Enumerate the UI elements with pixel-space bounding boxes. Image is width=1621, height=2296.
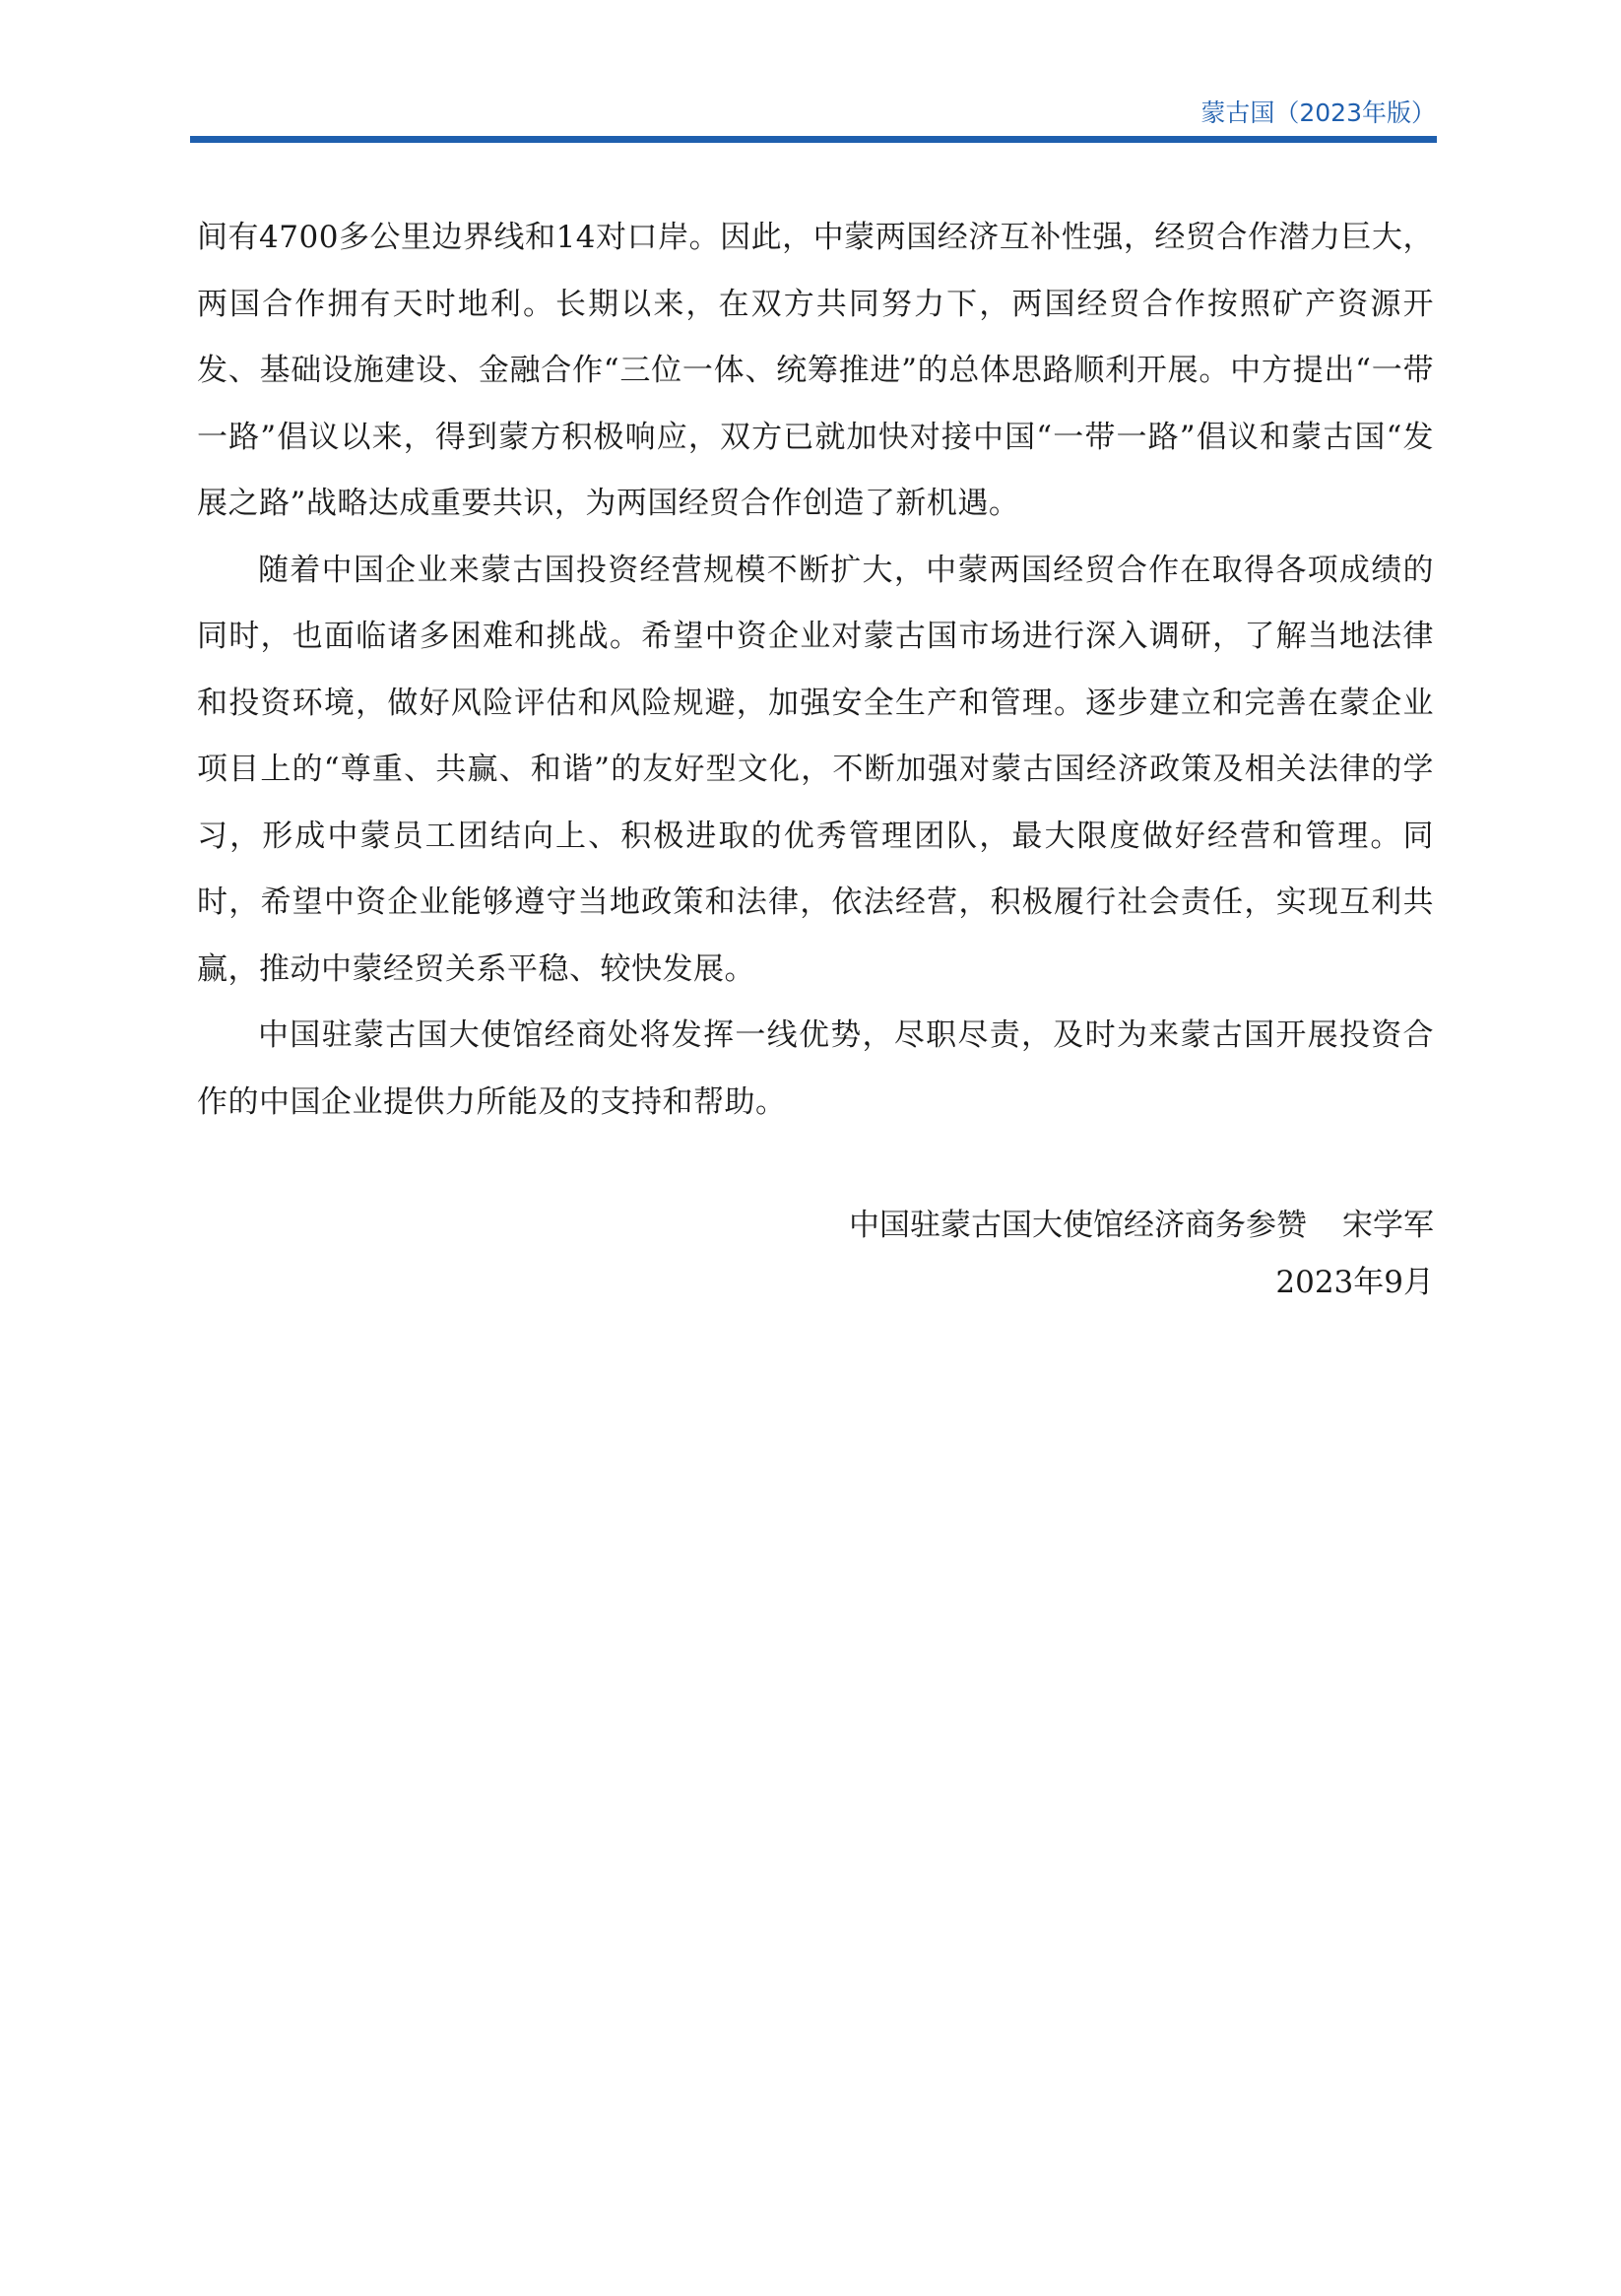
signature-name: 宋学军: [1342, 1208, 1434, 1243]
signature-line: [197, 1197, 1434, 1254]
body-text: [197, 205, 1434, 1136]
paragraph-continued: 间有4700多公里边界线和14对口岸。因此，中蒙两国经济互补性强，经贸合作潜力巨大，两国合作拥有天时地利。长期以来，在双方共同努力下，两国经贸合作按照矿产资源开发、基础设施建设、金融合作“三位一体、统筹推进”的总体思路顺利开展。中方提出“一带一路”倡议以来，得到蒙方积极响应，双方已就加快对接中国“一带一路”倡议和蒙古国“发展之路”战略达成重要共识，为两国经贸合作创造了新机遇。: [197, 220, 1434, 521]
signature-title: 中国驻蒙古国大使馆经济商务参赞: [849, 1208, 1307, 1243]
header-rule: [190, 136, 1437, 143]
paragraph: 中国驻蒙古国大使馆经商处将发挥一线优势，尽职尽责，及时为来蒙古国开展投资合作的中国企业提供力所能及的支持和帮助。: [197, 1017, 1434, 1120]
running-header-title: 蒙古国（2023年版）: [1200, 98, 1436, 127]
signature-block: [197, 1197, 1434, 1311]
paragraph: 随着中国企业来蒙古国投资经营规模不断扩大，中蒙两国经贸合作在取得各项成绩的同时，也面临诸多困难和挑战。希望中资企业对蒙古国市场进行深入调研，了解当地法律和投资环境，做好风险评估和风险规避，加强安全生产和管理。逐步建立和完善在蒙企业项目上的“尊重、共赢、和谐”的友好型文化，不断加强对蒙古国经济政策及相关法律的学习，形成中蒙员工团结向上、积极进取的优秀管理团队，最大限度做好经营和管理。同时，希望中资企业能够遵守当地政策和法律，依法经营，积极履行社会责任，实现互利共赢，推动中蒙经贸关系平稳、较快发展。: [197, 552, 1434, 987]
signature-date: 2023年9月: [1275, 1265, 1434, 1300]
